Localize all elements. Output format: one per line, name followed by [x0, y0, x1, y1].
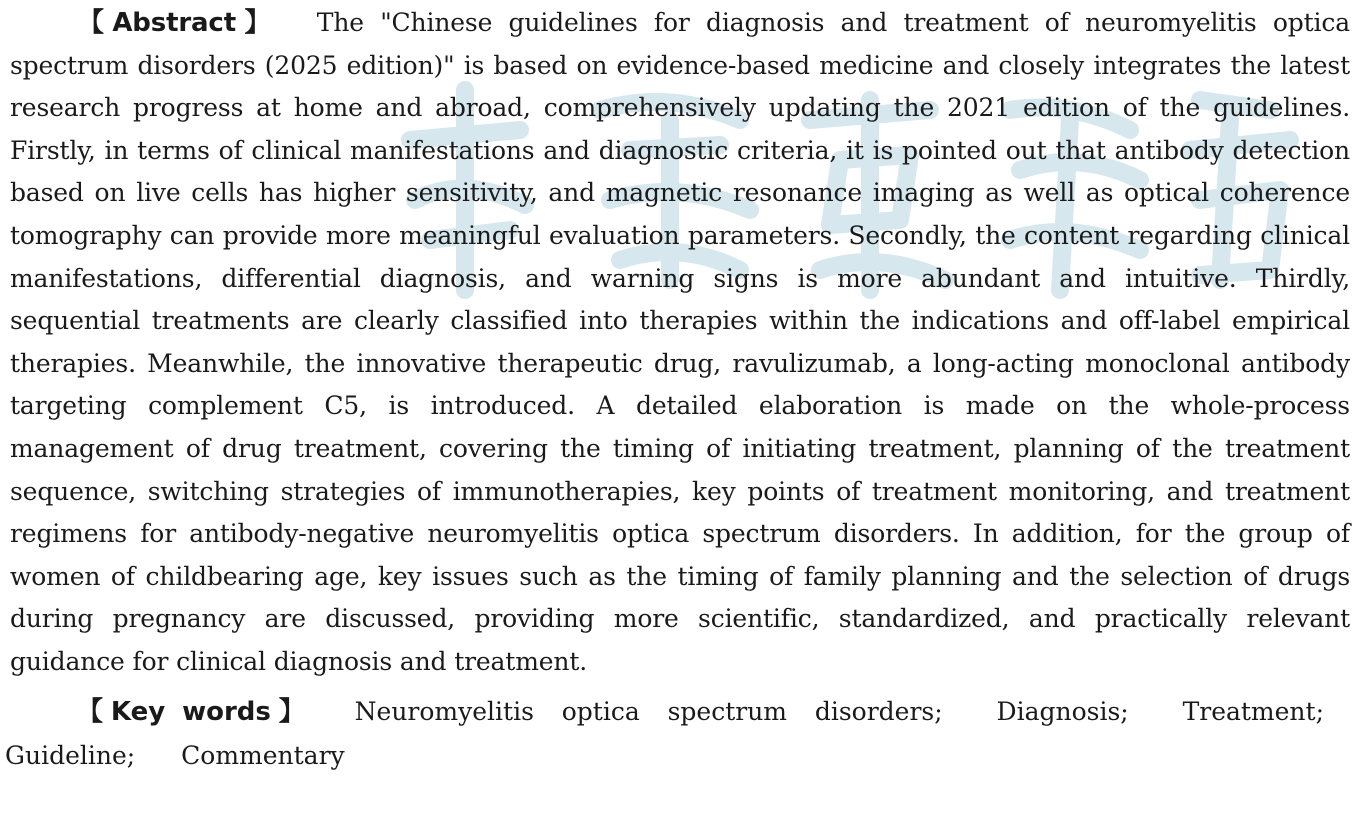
keyword-item: Commentary	[181, 740, 345, 770]
keyword-item: Guideline;	[5, 740, 136, 770]
keyword-item: Treatment;	[1182, 696, 1325, 726]
abstract-label: 【Abstract】	[78, 8, 279, 38]
keywords-label: 【Key words】	[77, 696, 313, 727]
abstract-paragraph	[10, 0, 1350, 684]
keywords-paragraph	[5, 690, 1350, 777]
keyword-item: Diagnosis;	[996, 696, 1129, 726]
abstract-text: The "Chinese guidelines for diagnosis and treatment of neuromyelitis optica spectrum disorders (2025 edition)" is based on evidence-based medicine and closely integrates the latest research progress at home and abroad, comprehensively updating the 2021 edition of the guidelines. Firstly, in terms of clinical manifestations and diagnostic criteria, it is pointed out that antibody detection based on live cells has higher sensitivity, and magnetic resonance imaging as well as optical coherence tomography can provide more meaningful evaluation parameters. Secondly, the content regarding clinical manifestations, differential diagnosis, and warning signs is more abundant and intuitive. Thirdly, sequential treatments are clearly classified into therapies within the indications and off-label empirical therapies. Meanwhile, the innovative therapeutic drug, ravulizumab, a long-acting monoclonal antibody targeting complement C5, is introduced. A detailed elaboration is made on the whole-process management of drug treatment, covering the timing of initiating treatment, planning of the treatment sequence, switching strategies of immunotherapies, key points of treatment monitoring, and treatment regimens for antibody-negative neuromyelitis optica spectrum disorders. In addition, for the group of women of childbearing age, key issues such as the timing of family planning and the selection of drugs during pregnancy are discussed, providing more scientific, standardized, and practically relevant guidance for clinical diagnosis and treatment.	[10, 8, 1350, 676]
keyword-item: Neuromyelitis optica spectrum disorders;	[354, 696, 943, 726]
page	[5, 0, 1350, 817]
